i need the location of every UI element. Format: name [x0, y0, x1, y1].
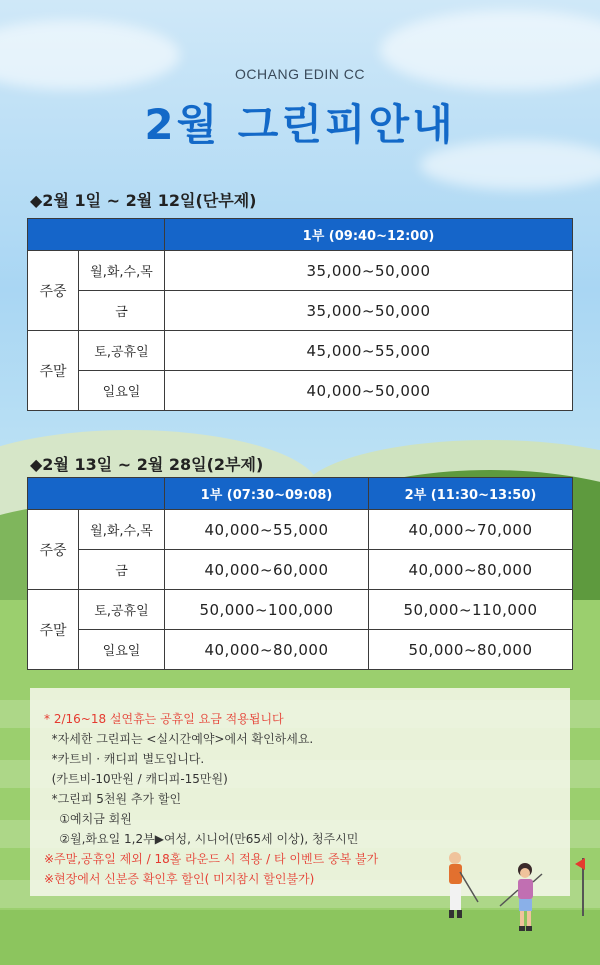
golfer-icon [500, 863, 542, 931]
notice-line: * 2/16~18 설연휴는 공휴일 요금 적용됩니다 [44, 712, 284, 726]
price-cell: 50,000~80,000 [369, 630, 573, 670]
price-cell: 50,000~100,000 [165, 590, 369, 630]
day-label: 금 [79, 550, 165, 590]
course-name: OCHANG EDIN CC [235, 66, 365, 82]
table-row [28, 510, 573, 550]
price-cell: 40,000~55,000 [165, 510, 369, 550]
notice-line: ※현장에서 신분증 확인후 할인( 미지참시 할인불가) [44, 872, 315, 886]
column-header: 1부 (09:40~12:00) [165, 219, 573, 251]
group-label: 주말 [28, 590, 79, 670]
column-header: 1부 (07:30~09:08) [165, 478, 369, 510]
notice-line: ②월,화요일 1,2부▶여성, 시니어(만65세 이상), 청주시민 [44, 832, 359, 846]
golfer-icon [449, 852, 478, 918]
day-label: 토,공휴일 [79, 590, 165, 630]
price-cell: 35,000~50,000 [165, 291, 573, 331]
price-cell: 40,000~80,000 [165, 630, 369, 670]
period1-fee-table [27, 218, 573, 411]
golfers-illustration [430, 848, 560, 936]
price-cell: 40,000~60,000 [165, 550, 369, 590]
price-cell: 40,000~50,000 [165, 371, 573, 411]
table-row [28, 291, 573, 331]
notice-line: *자세한 그린피는 <실시간예약>에서 확인하세요. [44, 732, 314, 746]
page-title: 2월 그린피안내 [144, 100, 456, 149]
day-label: 일요일 [79, 371, 165, 411]
header-empty-cell [28, 219, 165, 251]
day-label: 일요일 [79, 630, 165, 670]
price-cell: 50,000~110,000 [369, 590, 573, 630]
price-cell: 40,000~70,000 [369, 510, 573, 550]
period2-fee-table [27, 477, 573, 670]
notice-line: *카트비 · 캐디피 별도입니다. [44, 752, 205, 766]
table-row [28, 590, 573, 630]
group-label: 주중 [28, 251, 79, 331]
day-label: 월,화,수,목 [79, 510, 165, 550]
column-header: 2부 (11:30~13:50) [369, 478, 573, 510]
price-cell: 35,000~50,000 [165, 251, 573, 291]
table-row [28, 331, 573, 371]
group-label: 주중 [28, 510, 79, 590]
notice-line: ※주말,공휴일 제외 / 18홀 라운드 시 적용 / 타 이벤트 중복 불가 [44, 852, 379, 866]
notice-line: ①예치금 회원 [44, 812, 132, 826]
table-row [28, 550, 573, 590]
table-row [28, 371, 573, 411]
flag-icon [575, 858, 585, 870]
day-label: 금 [79, 291, 165, 331]
table-row [28, 251, 573, 291]
notice-line: (카트비-10만원 / 캐디피-15만원) [44, 772, 228, 786]
table-row [28, 630, 573, 670]
table-header-row [28, 219, 573, 251]
day-label: 토,공휴일 [79, 331, 165, 371]
price-cell: 45,000~55,000 [165, 331, 573, 371]
table-header-row [28, 478, 573, 510]
header-empty-cell [28, 478, 165, 510]
period2-title: ◆2월 13일 ~ 2월 28일(2부제) [30, 455, 264, 474]
price-cell: 40,000~80,000 [369, 550, 573, 590]
period1-title: ◆2월 1일 ~ 2월 12일(단부제) [30, 191, 257, 210]
day-label: 월,화,수,목 [79, 251, 165, 291]
group-label: 주말 [28, 331, 79, 411]
notice-line: *그린피 5천원 추가 할인 [44, 792, 182, 806]
